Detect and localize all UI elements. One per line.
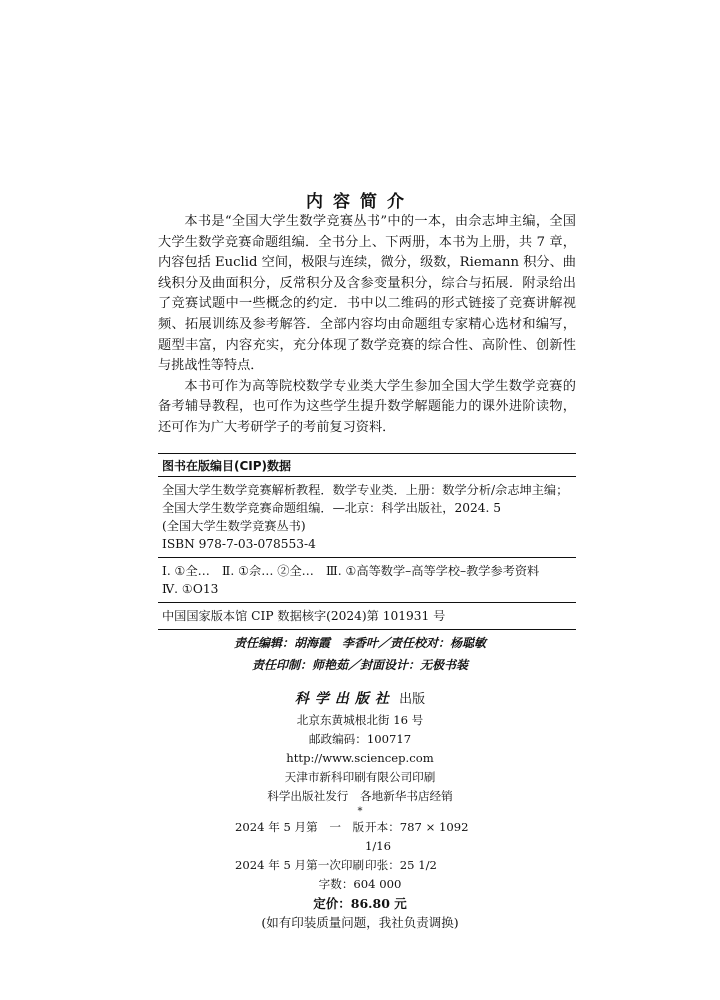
printing-row: [0, 856, 720, 875]
separator-star: *: [357, 806, 363, 817]
summary-title: 内容简介: [306, 192, 414, 212]
distribution-line: 科学出版社发行 各地新华书店经销: [267, 789, 453, 803]
publisher-address: 北京东黄城根北街 16 号: [296, 713, 424, 727]
format-text: 开本：787 × 1092 1/16: [365, 820, 469, 853]
cip-approval-line: 中国国家版本馆 CIP 数据核字(2024)第 101931 号: [162, 609, 446, 623]
printer-line: 天津市新科印刷有限公司印刷: [284, 770, 436, 784]
publisher-line: [0, 690, 720, 709]
summary-paragraph-1: 本书是“全国大学生数学竞赛丛书”中的一本，由佘志坤主编，全国大学生数学竞赛命题组编．全书分上、下两册，本书为上册，共 7 章，内容包括 Euclid 空间，极限与连续，微分，级数，Riemann 积分、曲线积分及曲面积分，反常积分及含参变量积分，综合与拓展．附录给出了竞赛试题中一些概念的约定．书中以二维码的形式链接了竞赛讲解视频、拓展训练及参考解答．全部内容均由命题组专家精心选材和编写，题型丰富，内容充实，充分体现了数学竞赛的综合性、高阶性、创新性与挑战性等特点．: [158, 214, 576, 374]
credits-line-editors: 责任编辑：胡海霞 李香叶／责任校对：杨聪敏: [233, 636, 486, 650]
printing-text: 2024 年 5 月第一次印刷: [235, 858, 365, 872]
summary-body: [158, 212, 576, 439]
publisher-logo: 科学出版社: [294, 691, 395, 707]
publish-word: 出版: [399, 692, 426, 707]
word-count: 字数：604 000: [318, 877, 402, 891]
cip-data-box: [158, 453, 576, 630]
credits-line-production: 责任印制：师艳茹／封面设计：无极书装: [251, 658, 468, 672]
cip-series-line: (全国大学生数学竞赛丛书): [162, 519, 306, 533]
sheets-text: 印张：25 1/2: [365, 858, 437, 872]
imprint-block: [0, 690, 720, 932]
cip-approval: [158, 603, 576, 629]
cip-isbn-line: ISBN 978-7-03-078553-4: [162, 537, 316, 551]
cip-class-number-line: Ⅳ. ①O13: [162, 582, 219, 596]
cip-heading: 图书在版编目(CIP)数据: [158, 454, 576, 477]
cip-subject-line: Ⅰ. ①全… Ⅱ. ①佘… ②全… Ⅲ. ①高等数学–高等学校–教学参考资料: [162, 564, 540, 578]
publisher-postcode: 邮政编码：100717: [308, 732, 412, 746]
cip-classification: [158, 558, 576, 603]
summary-paragraph-2: 本书可作为高等院校数学专业类大学生参加全国大学生数学竞赛的备考辅导教程，也可作为这些学生提升数学解题能力的课外进阶读物，还可作为广大考研学子的考前复习资料．: [158, 378, 576, 435]
quality-note: (如有印装质量问题，我社负责调换): [261, 915, 459, 930]
edition-text: 2024 年 5 月第 一 版: [235, 820, 365, 834]
editorial-credits: [0, 632, 720, 676]
edition-row: [0, 818, 720, 856]
cip-publisher-line: 全国大学生数学竞赛命题组编．—北京：科学出版社，2024. 5: [162, 501, 502, 515]
cip-title-line: 全国大学生数学竞赛解析教程．数学专业类．上册：数学分析/佘志坤主编；: [162, 483, 569, 497]
price: 定价：86.80 元: [313, 896, 407, 911]
publisher-website: http://www.sciencep.com: [286, 751, 434, 765]
cip-record: [158, 477, 576, 558]
